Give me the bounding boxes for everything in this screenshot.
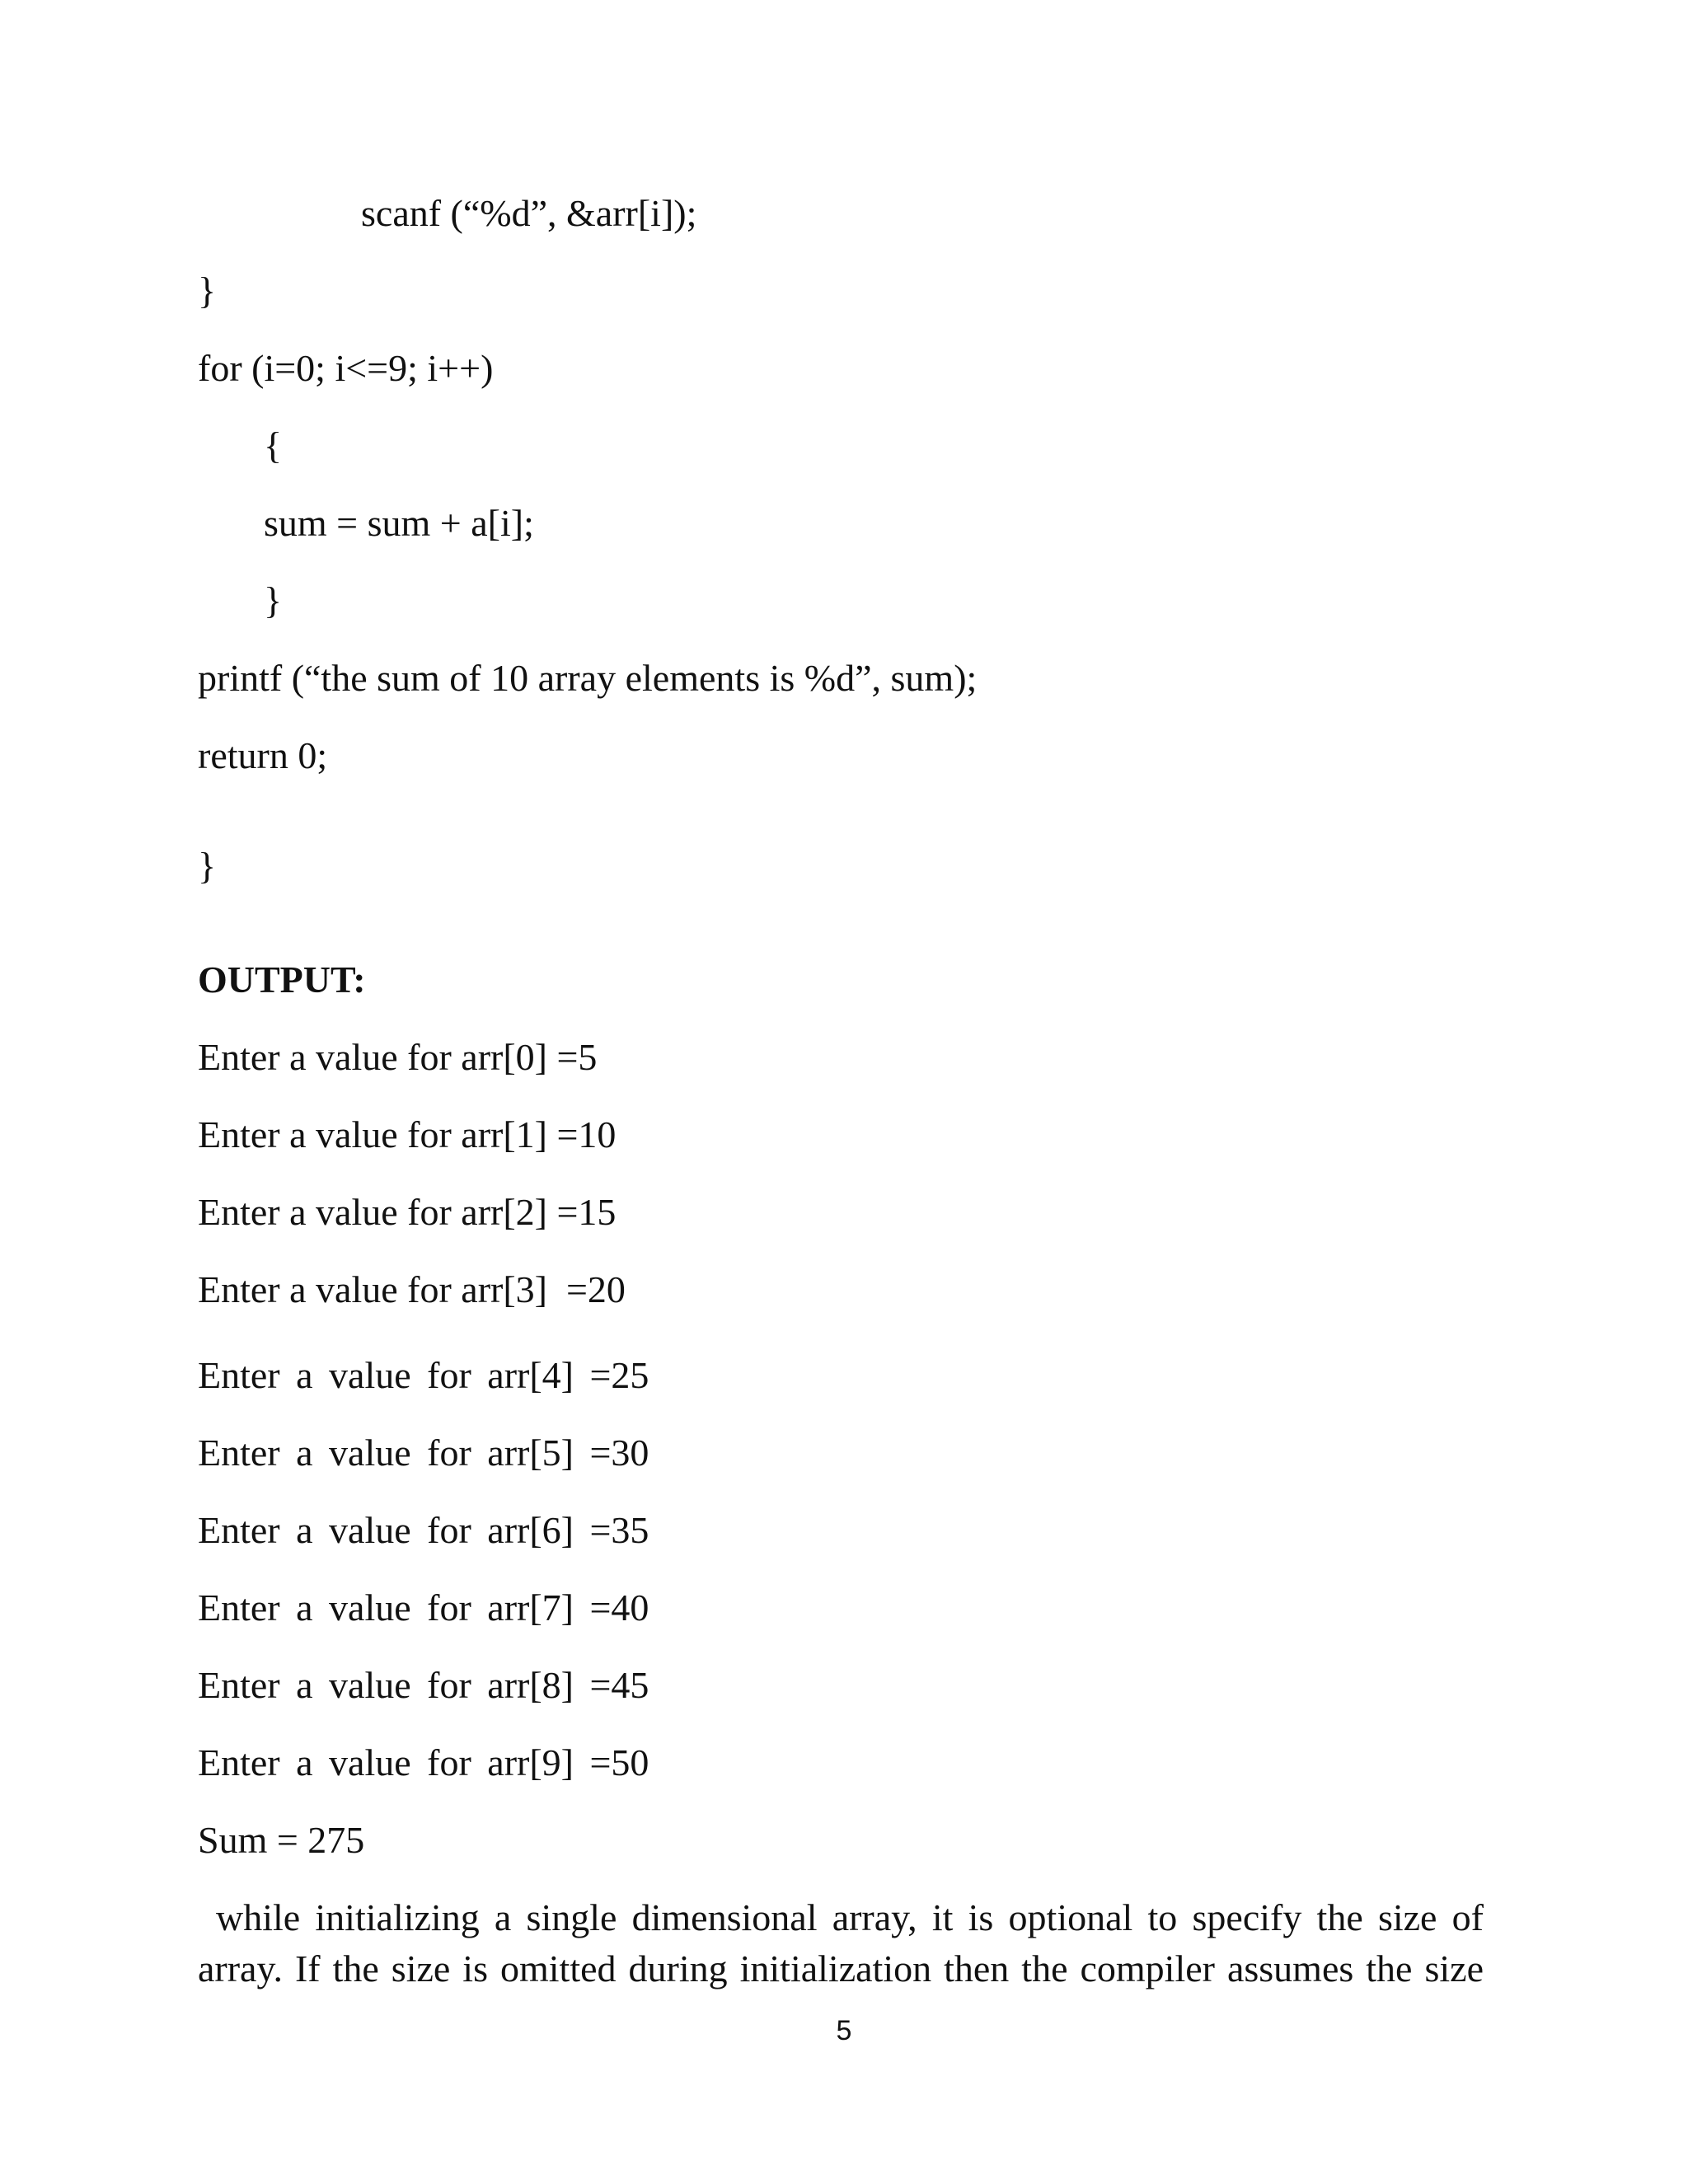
code-printf-line: printf (“the sum of 10 array elements is %d”, sum); <box>198 657 978 699</box>
output-sum-line: Sum = 275 <box>198 1819 365 1861</box>
output-line: Enter a value for arr[0] =5 <box>198 1036 598 1078</box>
code-close-brace: } <box>198 845 217 887</box>
output-line: Enter a value for arr[5] =30 <box>198 1432 649 1474</box>
output-heading: OUTPUT: <box>198 958 366 1001</box>
code-scanf-line: scanf (“%d”, &arr[i]); <box>361 192 697 234</box>
code-for-line: for (i=0; i<=9; i++) <box>198 347 494 389</box>
output-line: Enter a value for arr[2] =15 <box>198 1191 617 1233</box>
output-line: Enter a value for arr[9] =50 <box>198 1741 649 1783</box>
body-paragraph-line: while initializing a single dimensional array, it is optional to specify the size of <box>216 1896 1484 1938</box>
code-close-brace: } <box>198 269 217 312</box>
output-line: Enter a value for arr[3] =20 <box>198 1268 626 1310</box>
code-open-brace: { <box>264 424 283 466</box>
output-line: Enter a value for arr[7] =40 <box>198 1586 649 1629</box>
code-return-line: return 0; <box>198 734 328 776</box>
code-close-brace: } <box>264 579 283 621</box>
output-line: Enter a value for arr[1] =10 <box>198 1113 617 1155</box>
output-line: Enter a value for arr[6] =35 <box>198 1509 649 1551</box>
body-paragraph-line: array. If the size is omitted during initialization then the compiler assumes the size <box>198 1947 1484 1990</box>
output-line: Enter a value for arr[4] =25 <box>198 1354 649 1396</box>
output-line: Enter a value for arr[8] =45 <box>198 1664 649 1706</box>
page-number: 5 <box>836 2015 852 2046</box>
code-sum-line: sum = sum + a[i]; <box>264 502 534 544</box>
